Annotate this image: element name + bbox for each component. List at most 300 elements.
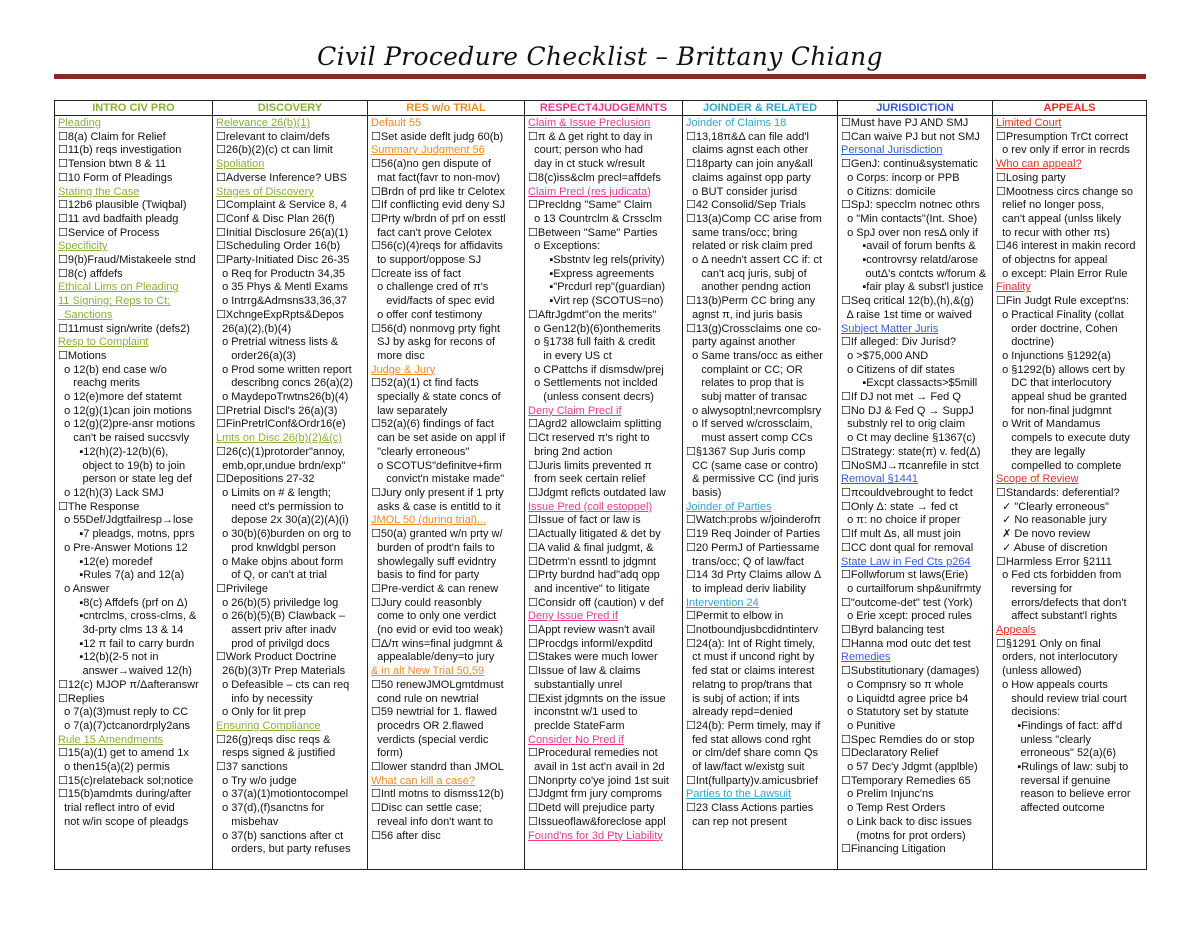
checklist-line: party against another [686,336,796,349]
checklist-line: ☐Jdgmt frm jury comproms [528,788,662,801]
checklist-line: ☐πcouldvebrought to fedct [841,486,973,499]
checklist-line: o 12(g)(1)can join motions [58,404,192,417]
checklist-line: ☐§1367 Sup Juris comp [686,445,806,458]
checklist-line: o BUT consider jurisd [686,185,798,198]
checklist-line: ▪12 π fail to carry burdn [58,637,195,650]
checklist-line: ▪cntrclms, cross-clms, & [58,610,197,623]
column-header: DISCOVERY [213,101,368,116]
checklist-line: ☐12(c) MJOP π/Δafteranswr [58,678,199,691]
checklist-line: ☐50 renewJMOLgmtdmust [371,678,504,691]
checklist-line: Resp to Complaint [58,336,149,349]
checklist-line: erroneous" 52(a)(6) [996,747,1117,760]
checklist-line: ☐Privilege [216,582,269,595]
checklist-line: to implead deriv liability [686,582,806,595]
checklist-line: Spoliation [216,158,265,171]
checklist-line: ☐FinPretrlConf&Ordr16(e) [216,418,346,431]
checklist-line: misbehav [216,815,279,828]
checklist-line: ☐The Response [58,500,140,513]
checklist-line: prod of privilgd docs [216,637,330,650]
checklist-line: ☐13,18π&Δ can file add'l [686,130,809,143]
checklist-line: o 13 Countrclm & Crssclm [528,212,662,225]
checklist-line: ▪Virt rep (SCOTUS=no) [528,295,664,308]
checklist-line: verdicts (special verdic [371,733,489,746]
checklist-line: doctrine) [996,336,1055,349]
checklist-line: emb,opr,undue brdn/exp" [216,459,346,472]
checklist-line: o Liquidtd agree price b4 [841,692,969,705]
checklist-line: ☐20 PermJ of Partiessame [686,541,820,554]
checklist-line: ☐11(b) reqs investigation [58,144,182,157]
checklist-line: assert priv after inadv [216,624,337,637]
checklist-line: ☐notboundjusbcdidntinterv [686,624,819,637]
checklist-line: Limited Court [996,117,1062,129]
checklist-line: related or risk claim pred [686,240,813,253]
checklist-line: "clearly erroneous" [371,445,470,458]
checklist-line: in every US ct [528,349,612,362]
checklist-line: can rep not present [686,815,787,828]
checklist-line: fed stat allows cond rght [686,733,811,746]
checklist-line: o 55Def/Jdgtfailresp→lose [58,514,194,527]
checklist-line: ☐Agrd2 allowclaim splitting [528,418,662,431]
checklist-line: reason to believe error [996,788,1131,801]
checklist-line: ☐42 Consolid/Sep Trials [686,199,806,212]
checklist-line: ☐Service of Process [58,226,160,239]
checklist-line: come to only one verdict [371,610,497,623]
checklist-line: ☐23 Class Actions parties [686,802,814,815]
checklist-line: ▪12(e) moredef [58,555,153,568]
checklist-line: ☐Initial Disclosure 26(a)(1) [216,226,349,239]
checklist-line: to support/oppose SJ [371,254,482,267]
checklist-line: of objectns for appeal [996,254,1108,267]
checklist-line: ☐52(a)(6) findings of fact [371,418,494,431]
checklist-line: o 12(g)(2)pre-ansr motions [58,418,195,431]
checklist-line: trans/occ; Q of law/fact [686,555,804,568]
checklist-line: ☐NoSMJ→πcanrefile in stct [841,459,979,472]
checklist-line: ☐Juris limits prevented π [528,459,652,472]
checklist-line: ☐Watch:probs w/joinderofπ [686,514,822,527]
checklist-line: ▪Excpt classacts>$5mill [841,377,978,390]
checklist-line: reversing for [996,582,1073,595]
checklist-line: another pendng action [686,281,811,294]
checklist-line: Δ raise 1st time or waived [841,308,972,321]
checklist-line: (unless consent decrs) [528,391,654,404]
checklist-line: ☐Depositions 27-32 [216,473,315,486]
checklist-line: ☐If mult Δs, all must join [841,528,961,541]
checklist-line: ▪Express agreements [528,267,655,280]
checklist-line: (unless allowed) [996,665,1082,678]
checklist-line: ☐59 newtrial for 1. flawed [371,706,498,719]
checklist-line: Claim Precl (res judicata) [528,185,651,198]
checklist-line: ☐Pre-verdict & can renew [371,582,499,595]
checklist-line: o 35 Phys & Mentl Exams [216,281,349,294]
checklist-line: ☐Δ/π wins=final judgmnt & [371,637,504,650]
checklist-line: ☐Can waive PJ but not SMJ [841,130,980,143]
checklist-line: ▪"Prcdurl rep"(guardian) [528,281,666,294]
checklist-line: not w/in scope of pleadgs [58,815,189,828]
checklist-line: ☐11must sign/write (defs2) [58,322,190,335]
checklist-line: o Defeasible – cts can req [216,678,350,691]
checklist-line: ☐Adverse Inference? UBS [216,171,347,184]
checklist-line: o π: no choice if proper [841,514,961,527]
checklist-line: ☐Financing Litigation [841,843,946,856]
checklist-line: ☐Precldng "Same" Claim [528,199,653,212]
checklist-line: ☐56 after disc [371,829,441,842]
checklist-line: ▪12(b)(2-5 not in [58,651,159,664]
checklist-line: o Answer [58,582,110,595]
checklist-line: ☐Jury only present if 1 prty [371,486,504,499]
checklist-line: of law/fact w/existg suit [686,761,805,774]
checklist-line: ▪Findings of fact: aff'd [996,719,1123,732]
checklist-line: subj matter of transac [686,391,808,404]
checklist-line: ☐Seq critical 12(b),(h),&(g) [841,295,974,308]
checklist-line: ☐Prty burdnd had"adq opp [528,569,660,582]
checklist-line: Sanctions [58,308,113,321]
checklist-line: o >$75,000 AND [841,349,929,362]
checklist-line: reveal info don't want to [371,815,493,828]
checklist-line: Issue Pred (coll estoppel) [528,500,653,513]
checklist-line: o except: Plain Error Rule [996,267,1128,280]
checklist-line: ✓ No reasonable jury [996,514,1107,527]
column-header: JOINDER & RELATED [683,101,838,116]
checklist-line: ☐Detrm'n essntl to jdgmnt [528,555,657,568]
checklist-line: o Citizens of dif states [841,363,955,376]
checklist-line: Summary Judgment 56 [371,144,485,157]
checklist-line: o Citizns: domicile [841,185,936,198]
checklist-line: ▪Rulings of law: subj to [996,761,1129,774]
checklist-line: relates to prop that is [686,377,805,390]
checklist-line: o Only for lit prep [216,706,306,719]
checklist-line: DC that interlocutory [996,377,1112,390]
checklist-line: ☐56(a)no gen dispute of [371,158,491,171]
checklist-line: ☐11 avd badfaith pleadg [58,212,179,225]
checklist-line: ☐56(c)(4)reqs for affidavits [371,240,503,253]
checklist-line: must assert comp CCs [686,432,813,445]
checklist-line: ☐Exist jdgmnts on the issue [528,692,666,705]
checklist-line: ☐If conflicting evid deny SJ [371,199,505,212]
checklist-line: basis to find for party [371,569,480,582]
checklist-line: ✗ De novo review [996,528,1091,541]
checklist-line: o Try w/o judge [216,774,297,787]
checklist-line: ☐46 interest in makin record [996,240,1136,253]
checklist-line: ☐Between "Same" Parties [528,226,658,239]
checklist-line: court; person who had [528,144,643,157]
checklist-line: ☐CC dont qual for removal [841,541,974,554]
checklist-line: SJ by askg for recons of [371,336,496,349]
checklist-line: ☐Fin Judgt Rule except'ns: [996,295,1130,308]
checklist-line: o 30(b)(6)burden on org to [216,528,352,541]
checklist-line: info by necessity [216,692,313,705]
checklist-line: agnst π, ind juris basis [686,308,803,321]
checklist-line: appealable/deny=to jury [371,651,495,664]
checklist-line: ☐Detd will prejudice party [528,802,655,815]
checklist-line: reversal if genuine [996,774,1111,787]
checklist-line: ☐Jury could reasonbly [371,596,482,609]
checklist-line: orders, not interlocutory [996,651,1118,664]
checklist-line: ☐Mootness circs change so [996,185,1134,198]
checklist-line: ☐52(a)(1) ct find facts [371,377,479,390]
checklist-line: order doctrine, Cohen [996,322,1118,335]
checklist-line: ☐10 Form of Pleadings [58,171,173,184]
checklist-line: Pleading [58,117,101,129]
checklist-line: o 37(d),(f)sanctns for [216,802,325,815]
checklist-line: unless "clearly [996,733,1091,746]
column-header: RES w/o TRIAL [368,101,525,116]
checklist-line: o Make objns about form [216,555,344,568]
checklist-line: ☐Substitutionary (damages) [841,665,980,678]
checklist-line: prod knwldgbl person [216,541,336,554]
checklist-line: reachg merits [58,377,140,390]
checklist-line: ☐Work Product Doctrine [216,651,337,664]
checklist-line: ☐Intl motns to dismss12(b) [371,788,504,801]
checklist-line: Stating the Case [58,185,140,198]
checklist-line: ☐Only Δ: state → fed ct [841,500,958,513]
checklist-line: o Punitive [841,719,896,732]
checklist-line: (no evid or evid too weak) [371,624,504,637]
checklist-line: o challenge cred of π's [371,281,489,294]
checklist-line: Judge & Jury [371,363,436,376]
checklist-line: Lmts on Disc 26(b)(2)&(c) [216,432,342,445]
checklist-line: o Ct may decline §1367(c) [841,432,976,445]
checklist-line: form) [371,747,403,760]
checklist-line: ☐GenJ: continu&systematic [841,158,979,171]
checklist-line: Stages of Discovery [216,185,314,198]
checklist-line: ☐If alleged: Div Jurisd? [841,336,957,349]
checklist-line: avail in 1st act'n avail in 2d [528,761,665,774]
checklist-line: ☐13(a)Comp CC arise from [686,212,822,225]
checklist-line: ☐Issue of law & claims [528,665,641,678]
column-res-without-trial [368,116,525,870]
checklist-line: ☐No DJ & Fed Q → SuppJ [841,404,974,417]
checklist-line: & permissive CC (ind juris [686,473,819,486]
checklist-line: Relevance 26(b)(1) [216,117,311,129]
checklist-line: o Compnsry so π whole [841,678,964,691]
checklist-line: Claim & Issue Preclusion [528,117,651,129]
checklist-line: should review trial court [996,692,1127,705]
checklist-line: fact can't prove Celotex [371,226,492,239]
checklist-table [54,100,1147,870]
checklist-line: ☐13(b)Perm CC bring any [686,295,816,308]
checklist-line: ☐26(b)(2)(c) ct can limit [216,144,333,157]
checklist-line: ☐§1291 Only on final [996,637,1101,650]
checklist-line: same trans/occ; bring [686,226,798,239]
checklist-line: ☐A valid & final judgmt, & [528,541,654,554]
checklist-line: o Injunctions §1292(a) [996,349,1111,362]
checklist-line: specially & state concs of [371,391,501,404]
checklist-line: Appeals [996,624,1036,637]
checklist-line: procedrs OR 2.flawed [371,719,484,732]
checklist-line: o Prod some written report [216,363,352,376]
checklist-line: ☐Motions [58,349,107,362]
checklist-line: Ethical Lims on Pleading [58,281,179,294]
checklist-line: ☐Spec Remdies do or stop [841,733,975,746]
checklist-line: burden of prodt'n fails to [371,541,495,554]
checklist-line: already repd=denied [686,706,793,719]
checklist-line: ☐Permit to elbow in [686,610,784,623]
checklist-line: ☐Stakes were much lower [528,651,658,664]
checklist-line: law separately [371,404,448,417]
checklist-line: compelled to complete [996,459,1122,472]
checklist-line: evid/facts of spec evid [371,295,495,308]
checklist-line: o Req for Productn 34,35 [216,267,346,280]
checklist-line: ☐15(b)amdmts during/after [58,788,192,801]
checklist-line: o Temp Rest Orders [841,802,946,815]
checklist-line: ☐Considr off (caution) v def [528,596,664,609]
column-appeals [993,116,1147,870]
checklist-line: fed stat or claims interest [686,665,815,678]
checklist-line: 26(b)(3)Tr Prep Materials [216,665,346,678]
checklist-line: 26(a)(2),(b)(4) [216,322,292,335]
checklist-line: for non-final judgmnt [996,404,1112,417]
checklist-line: o Writ of Mandamus [996,418,1101,431]
page-title: Civil Procedure Checklist – Brittany Chiang [317,42,883,71]
checklist-line: ☐15(c)relateback sol;notice [58,774,194,787]
checklist-line: compels to execute duty [996,432,1130,445]
checklist-line: Joinder of Claims 18 [686,117,787,129]
checklist-line: substnly rel to orig claim [841,418,966,431]
checklist-line: ☐9(b)Fraud/Mistakeele stnd [58,254,196,267]
checklist-line: preclde StateFarm [528,719,625,732]
checklist-line: o then15(a)(2) permis [58,761,170,774]
checklist-line: JMOL 50 (during trial)... [371,514,487,527]
checklist-line: o SCOTUS"definitve+firm [371,459,502,472]
checklist-line: ☐Int(fullparty)v.amicusbrief [686,774,818,787]
checklist-line: ☐Scheduling Order 16(b) [216,240,341,253]
checklist-line: ☐Losing party [996,171,1066,184]
checklist-line: o Practical Finality (collat [996,308,1124,321]
checklist-line: person or state leg def [58,473,192,486]
checklist-line: ☐Complaint & Service 8, 4 [216,199,347,212]
checklist-line: o alwysoptnl;nevrcomplsry [686,404,822,417]
checklist-line: ☐Procedural remedies not [528,747,658,760]
checklist-line: ▪avail of forum benfts & [841,240,976,253]
checklist-line: ☐Replies [58,692,105,705]
checklist-line: decisions: [996,706,1061,719]
checklist-line: & in alt New Trial 50,59 [371,665,485,678]
checklist-line: ▪controvrsy relatd/arose [841,254,979,267]
checklist-line: ☐56(d) nonmovg prty fight [371,322,501,335]
checklist-line: o MaydepoTrwtns26(b)(4) [216,391,349,404]
checklist-line: appeal shud be granted [996,391,1127,404]
checklist-line: o Gen12(b)(6)onthemerits [528,322,661,335]
checklist-line: ☐Appt review wasn't avail [528,624,655,637]
checklist-line: o "Min contacts"(Int. Shoe) [841,212,978,225]
column-header: INTRO CIV PRO [55,101,213,116]
checklist-line: ☐Temporary Remedies 65 [841,774,971,787]
checklist-line: Consider No Pred if [528,733,624,746]
checklist-line: ☐Byrd balancing test [841,624,945,637]
checklist-line: o 26(b)(5) priviledge log [216,596,339,609]
checklist-line: ☐19 Req Joinder of Parties [686,528,820,541]
checklist-line: basis) [686,486,722,499]
checklist-line: Found'ns for 3d Pty Liability [528,829,663,842]
checklist-line: can't appeal (unlss likely [996,212,1121,225]
checklist-line: or clm/def share comn Qs [686,747,819,760]
checklist-line: cond rule on newtrial [371,692,479,705]
checklist-line: (motns for prot orders) [841,829,966,842]
checklist-line: Parties to the Lawsuit [686,788,792,801]
checklist-line: ▪fair play & subst'l justice [841,281,984,294]
checklist-line: Who can appeal? [996,158,1082,171]
checklist-line: o §1738 full faith & credit [528,336,656,349]
checklist-line: o How appeals courts [996,678,1108,691]
checklist-line: describng concs 26(a)(2) [216,377,353,390]
checklist-line: ☐Jdgmt reflcts outdated law [528,486,666,499]
checklist-line: ✓ Abuse of discretion [996,541,1108,554]
checklist-line: ☐Brdn of prd like tr Celotex [371,185,505,198]
checklist-line: o Settlements not inclded [528,377,658,390]
checklist-line: Default 55 [371,117,422,129]
checklist-line: ☐Conf & Disc Plan 26(f) [216,212,335,225]
checklist-line: object to 19(b) to join [58,459,186,472]
checklist-line: ☐"outcome-det" test (York) [841,596,973,609]
checklist-line: trial reflect intro of evid [58,802,175,815]
checklist-line: convict'n mistake made" [371,473,505,486]
checklist-line: o Link back to disc issues [841,815,972,828]
checklist-line: o CPattchs if dismsdw/prej [528,363,664,376]
checklist-line: o 26(b)(5)(B) Clawback – [216,610,345,623]
checklist-line: ☐Prty w/brdn of prf on esstl [371,212,506,225]
checklist-line: ☐XchngeExpRpts&Depos [216,308,344,321]
checklist-line: ✓ "Clearly erroneous" [996,500,1110,513]
checklist-line: Finality [996,281,1031,294]
checklist-line: Deny Claim Precl if [528,404,622,417]
checklist-line: ☐Tension btwn 8 & 11 [58,158,167,171]
checklist-line: Remedies [841,651,891,664]
checklist-line: o Corps: incorp or PPB [841,171,960,184]
checklist-line: ▪7 pleadgs, motns, pprs [58,528,195,541]
checklist-line: Deny Issue Pred if [528,610,618,623]
checklist-line: ☐24(a): Int of Right timely, [686,637,815,650]
checklist-line: need ct's permission to [216,500,344,513]
checklist-line: ☐Disc can settle case; [371,802,482,815]
checklist-line: ☐50(a) granted w/n prty w/ [371,528,503,541]
checklist-line: ☐26(g)reqs disc reqs & [216,733,331,746]
checklist-line: Personal Jurisdiction [841,144,943,157]
checklist-line: o Prelim Injunc'ns [841,788,934,801]
checklist-line: of Q, or can't at trial [216,569,327,582]
checklist-line: Removal §1441 [841,473,919,486]
checklist-line: o offer conf testimony [371,308,483,321]
checklist-line: ☐Issueoflaw&foreclose appl [528,815,666,828]
checklist-line: o 37(a)(1)motiontocompel [216,788,349,801]
checklist-line: ▪12(h)(2)-12(b)(6), [58,445,169,458]
checklist-line: ☐Set aside deflt judg 60(b) [371,130,504,143]
checklist-line: ☐SpJ: specclm notnec othrs [841,199,980,212]
column-intro-civ-pro [55,116,213,870]
checklist-line: o 7(a)(7)ctcanordrply2ans [58,719,191,732]
checklist-line: ▪8(c) Affdefs (prf on Δ) [58,596,188,609]
checklist-line: ☐Presumption TrCt correct [996,130,1129,143]
checklist-line: depose 2x 30(a)(2)(A)(i) [216,514,349,527]
checklist-line: ☐8(c) affdefs [58,267,123,280]
checklist-line: ☐Follwforum st laws(Erie) [841,569,969,582]
checklist-line: and incentive" to litigate [528,582,650,595]
checklist-line: day in ct stuck w/result [528,158,645,171]
checklist-line: can be set aside on appl if [371,432,505,445]
checklist-line: they are legally [996,445,1086,458]
column-jurisdiction [838,116,993,870]
column-header: RESPECT4JUDGEMNTS [525,101,683,116]
checklist-line: claims against opp party [686,171,811,184]
checklist-line: o SpJ over non resΔ only if [841,226,978,239]
checklist-line: affect substant'l rights [996,610,1118,623]
checklist-line: o curtailforum shp&unifrmty [841,582,981,595]
checklist-line: o Intrrg&Admsns33,36,37 [216,295,347,308]
checklist-line: ☐18party can join any&all [686,158,813,171]
checklist-line: ☐Standards: deferential? [996,486,1120,499]
checklist-line: ▪Rules 7(a) and 12(a) [58,569,185,582]
checklist-line: Joinder of Parties [686,500,772,513]
checklist-line: ☐15(a)(1) get to amend 1x [58,747,189,760]
